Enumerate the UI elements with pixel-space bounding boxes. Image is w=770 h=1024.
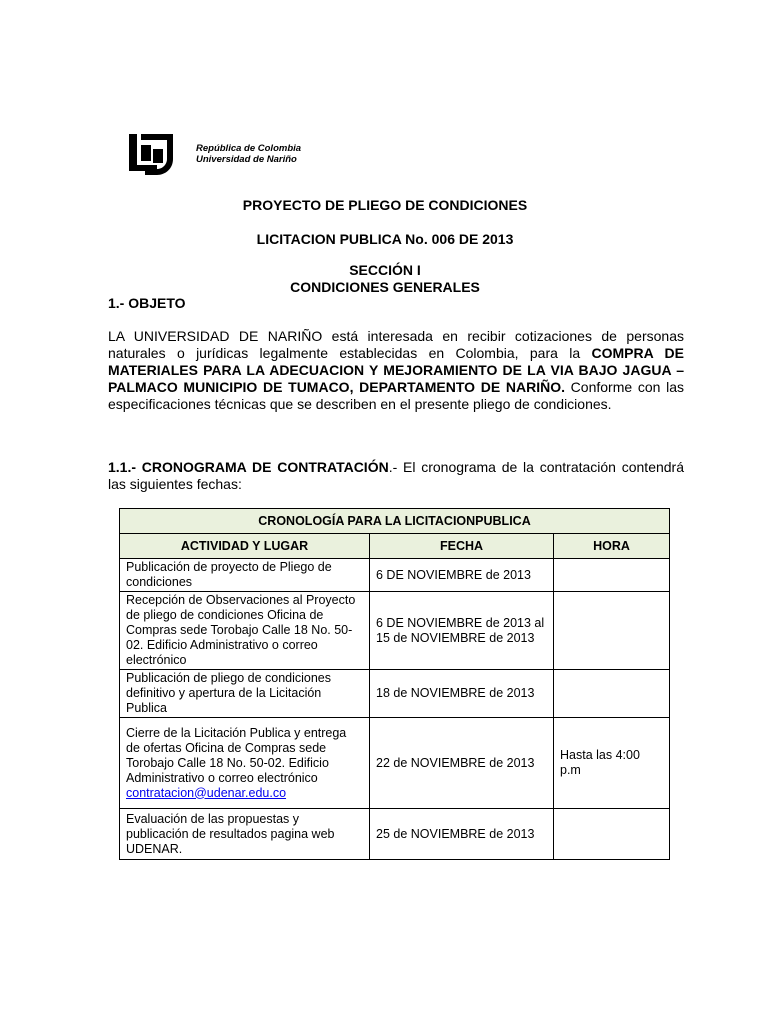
cronograma-text: .- El cronograma de la contratación contendrá las siguientes fechas:	[108, 459, 684, 492]
licitacion-number: LICITACION PUBLICA No. 006 DE 2013	[256, 231, 514, 247]
objeto-paragraph	[108, 328, 684, 413]
cell-fecha: 18 de NOVIEMBRE de 2013	[370, 670, 554, 718]
column-header-hora: HORA	[554, 534, 670, 559]
column-header-fecha: FECHA	[370, 534, 554, 559]
cell-actividad-text: Cierre de la Licitación Publica y entrega de ofertas Oficina de Compras sede Torobajo Calle 18 No. 50-02. Edificio Administrativo o correo electrónico	[126, 725, 347, 785]
cell-actividad: Recepción de Observaciones al Proyecto de pliego de condiciones Oficina de Compras sede Torobajo Calle 18 No. 50-02. Edificio Administrativo o correo electrónico	[120, 592, 370, 670]
cell-actividad: Publicación de pliego de condiciones definitivo y apertura de la Licitación Publica	[120, 670, 370, 718]
table-row	[120, 718, 670, 809]
cell-hora	[554, 670, 670, 718]
university-logo	[127, 131, 175, 177]
section-subtitle: CONDICIONES GENERALES	[290, 279, 480, 295]
section-title: SECCIÓN I	[349, 262, 421, 278]
table-row	[120, 559, 670, 592]
table-row	[120, 592, 670, 670]
cell-fecha: 22 de NOVIEMBRE de 2013	[370, 718, 554, 809]
cell-actividad: Evaluación de las propuestas y publicación de resultados pagina web UDENAR.	[120, 809, 370, 860]
objeto-text-bold: COMPRA DE MATERIALES PARA LA ADECUACION Y MEJORAMIENTO DE LA VIA BAJO JAGUA – PALMACO MUNICIPIO DE TUMACO, DEPARTAMENTO DE NARIÑO.	[108, 345, 684, 395]
cell-fecha: 6 DE NOVIEMBRE de 2013 al 15 de NOVIEMBRE de 2013	[370, 592, 554, 670]
cell-actividad	[120, 718, 370, 809]
email-link[interactable]: contratacion@udenar.edu.co	[126, 785, 287, 800]
table-row	[120, 670, 670, 718]
objeto-text-a: LA UNIVERSIDAD DE NARIÑO está interesada en recibir cotizaciones de personas naturales o jurídicas legalmente establecidas en Colombia, para la	[108, 328, 684, 361]
schedule-table	[119, 508, 670, 860]
table-title: CRONOLOGÍA PARA LA LICITACIONPUBLICA	[120, 509, 670, 534]
objeto-text-b: Conforme con las especificaciones técnicas que se describen en el presente pliego de condiciones.	[108, 379, 684, 412]
column-header-actividad: ACTIVIDAD Y LUGAR	[120, 534, 370, 559]
cell-fecha: 25 de NOVIEMBRE de 2013	[370, 809, 554, 860]
cell-actividad: Publicación de proyecto de Pliego de condiciones	[120, 559, 370, 592]
objeto-heading: 1.- OBJETO	[108, 295, 186, 311]
table-row	[120, 809, 670, 860]
institution-header	[196, 143, 301, 165]
cronograma-paragraph	[108, 459, 684, 493]
cell-hora: Hasta las 4:00 p.m	[554, 718, 670, 809]
document-title: PROYECTO DE PLIEGO DE CONDICIONES	[242, 197, 528, 213]
cronograma-heading: 1.1.- CRONOGRAMA DE CONTRATACIÓN	[108, 459, 389, 475]
cell-hora	[554, 809, 670, 860]
header-line-country: República de Colombia	[196, 143, 302, 154]
cell-hora	[554, 592, 670, 670]
cell-fecha: 6 DE NOVIEMBRE de 2013	[370, 559, 554, 592]
cell-hora	[554, 559, 670, 592]
header-line-university: Universidad de Nariño	[196, 154, 297, 165]
